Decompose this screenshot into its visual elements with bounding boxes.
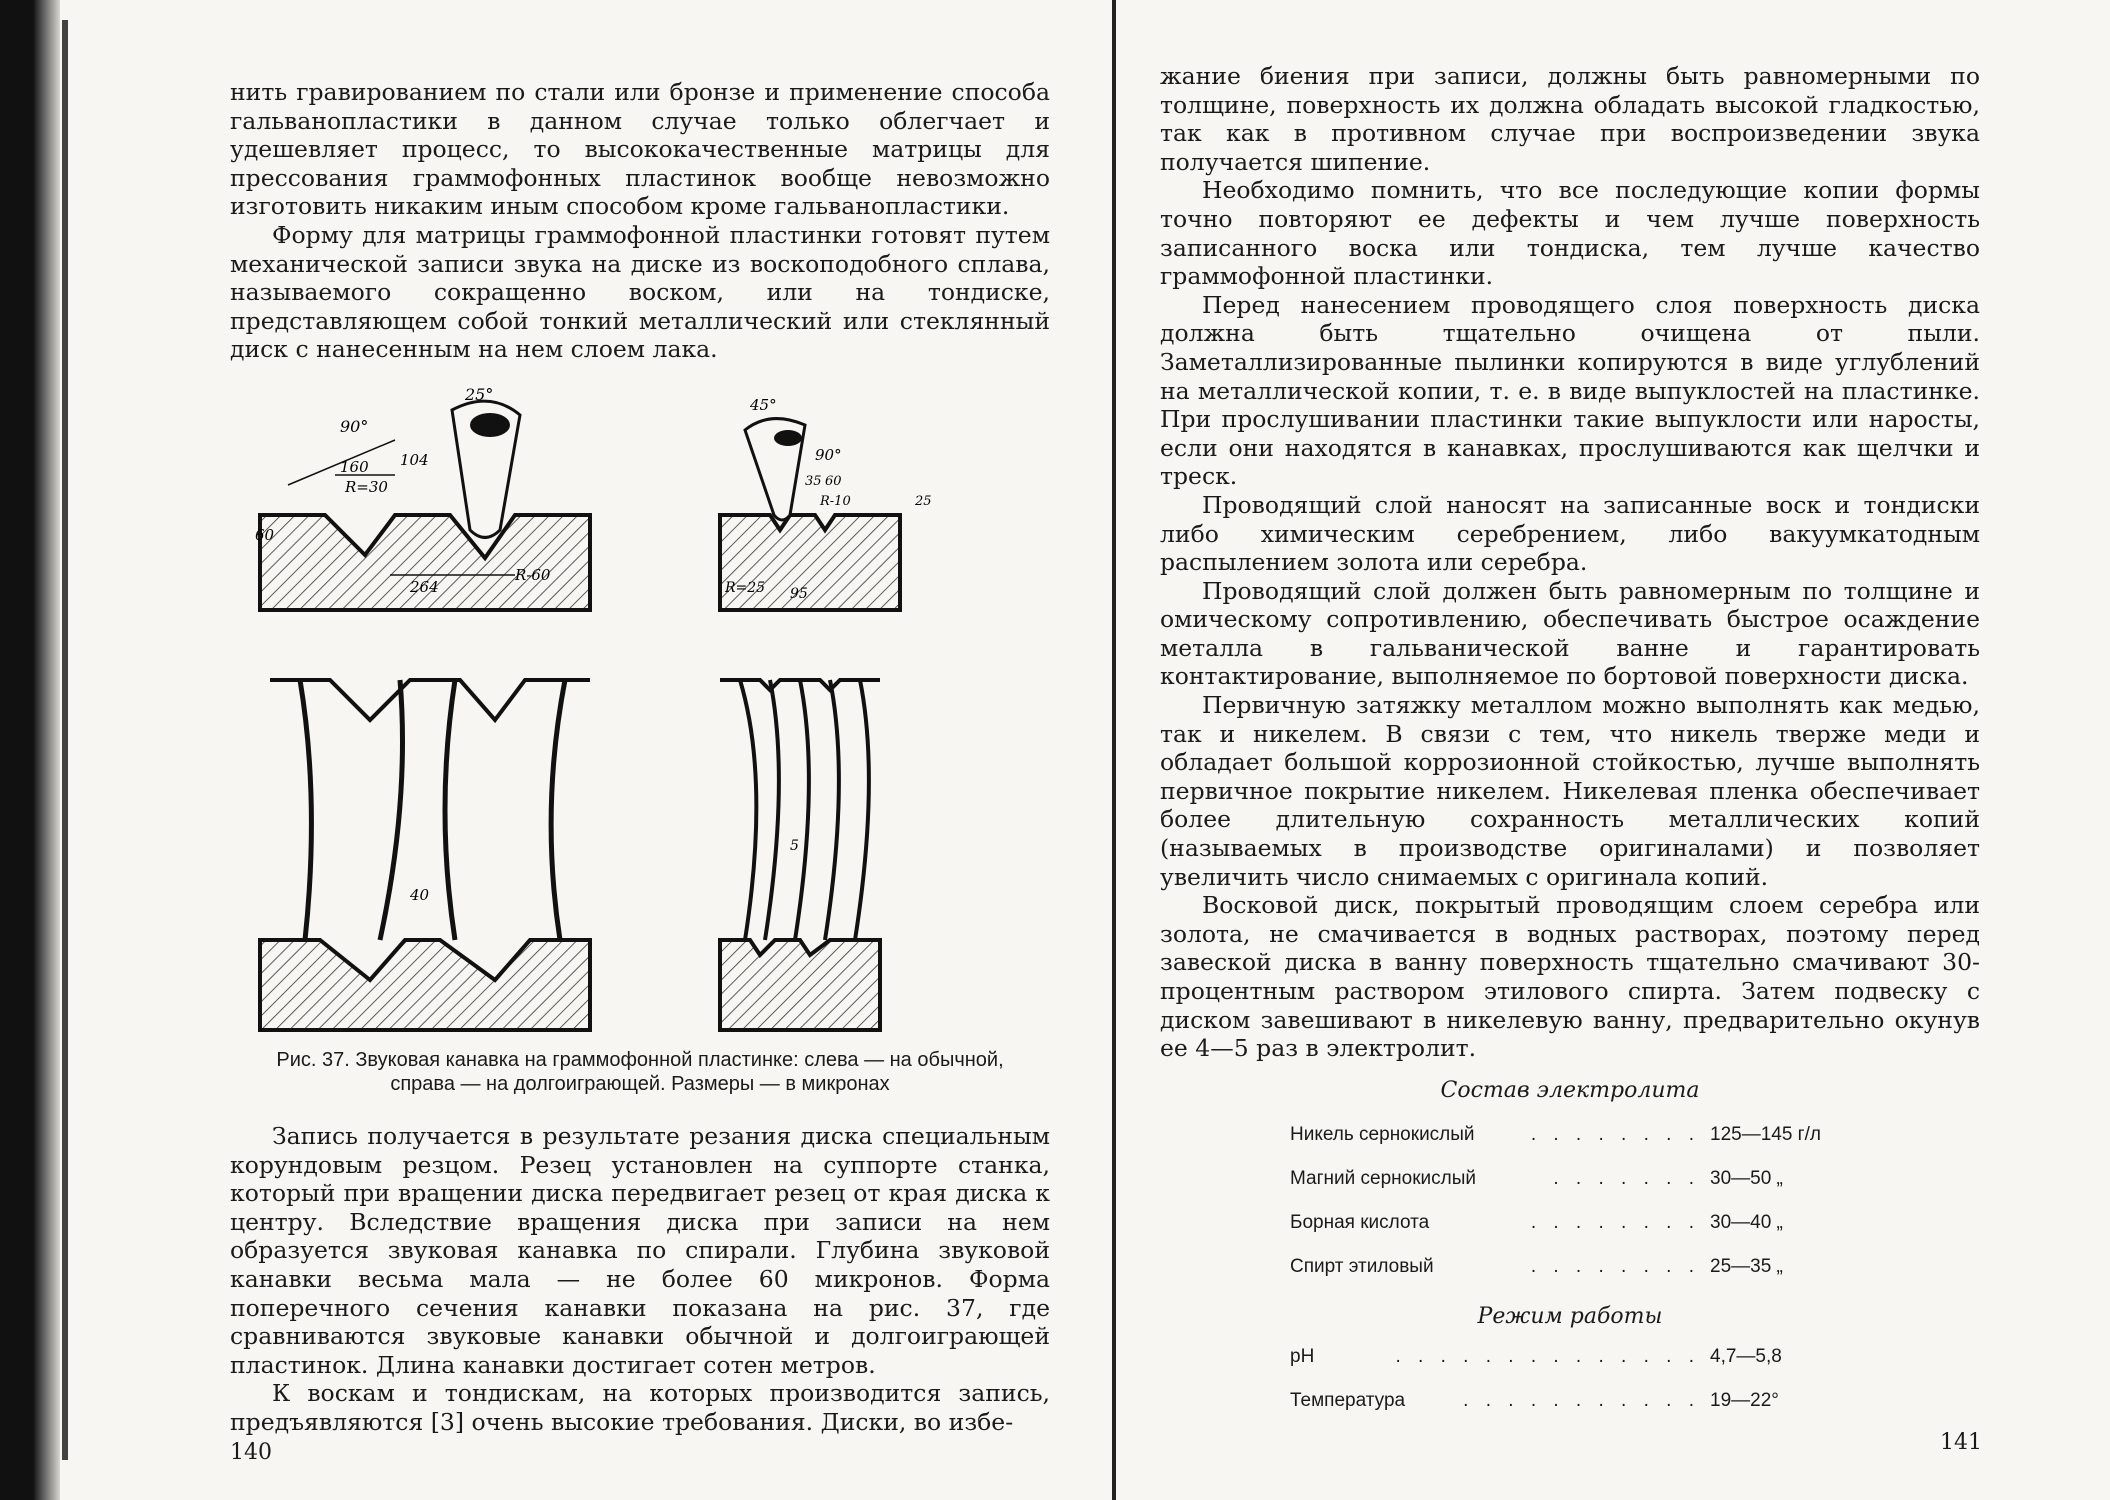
leader-dots: . . . . . . . . . . . — [1463, 1390, 1700, 1411]
row-value: 125—145 г/л — [1710, 1124, 1821, 1145]
label-r30: R=30 — [345, 478, 388, 496]
row-value: 19—22° — [1710, 1390, 1779, 1411]
label-60-right: 60 — [825, 474, 842, 489]
label-35: 35 — [805, 474, 822, 489]
row-name: Магний сернокислый — [1290, 1168, 1477, 1189]
leader-dots: . . . . . . . . — [1530, 1256, 1700, 1277]
row-name: Борная кислота — [1290, 1212, 1430, 1233]
leader-dots: . . . . . . . . . . . . . . — [1395, 1346, 1700, 1367]
label-40: 40 — [410, 886, 430, 904]
longplay-groove-topview — [720, 680, 880, 1030]
left-bottom-text — [230, 1122, 1050, 1437]
table-row — [1290, 1256, 1850, 1286]
paragraph: Восковой диск, покрытый проводящим слоем серебра или золота, не смачивается в водных растворах, поэтому перед завеской диска в ванну поверхность тщательно смачивают 30-процентным раствором этилового спирта. Затем подвеску с диском завешивают в никелевую ванну, предварительно окунув ее 4—5 раз в электролит. — [1160, 891, 1980, 1063]
label-25: 25 — [915, 494, 932, 509]
left-page — [230, 0, 1050, 1500]
row-name: pH — [1290, 1346, 1315, 1367]
label-264: 264 — [410, 578, 439, 596]
paragraph: К воскам и тондискам, на которых производится запись, предъявляются [3] очень высокие требования. Диски, во избе- — [230, 1379, 1050, 1436]
row-value: 30—50 „ — [1710, 1168, 1783, 1189]
label-160: 160 — [340, 458, 369, 476]
leader-dots: . . . . . . . . — [1530, 1212, 1700, 1233]
row-value: 4,7—5,8 — [1710, 1346, 1782, 1367]
row-value: 25—35 „ — [1710, 1256, 1783, 1277]
book-spine-shadow — [0, 0, 60, 1500]
leader-dots: . . . . . . . . — [1530, 1124, 1700, 1145]
page-number: 140 — [230, 1440, 272, 1465]
label-angle-45: 45° — [750, 396, 777, 414]
table-row — [1290, 1346, 1850, 1376]
mode-title: Режим работы — [1477, 1304, 1663, 1329]
label-r25: R=25 — [725, 580, 766, 596]
row-value: 30—40 „ — [1710, 1212, 1783, 1233]
standard-groove-section — [255, 385, 590, 610]
label-5: 5 — [790, 838, 799, 854]
row-name: Температура — [1290, 1390, 1406, 1411]
paragraph: Необходимо помнить, что все последующие копии формы точно повторяют ее дефекты и чем лучше поверхность записанного воска или тондиска, тем лучше качество граммофонной пластинки. — [1160, 176, 1980, 291]
label-r60: R-60 — [515, 566, 551, 584]
row-name: Спирт этиловый — [1290, 1256, 1434, 1277]
paragraph: жание биения при записи, должны быть равномерными по толщине, поверхность их должна обладать высокой гладкостью, так как в противном случае при воспроизведении звука получается шипение. — [1160, 62, 1980, 176]
paragraph: Первичную затяжку металлом можно выполнять как медью, так и никелем. В связи с тем, что никель тверже меди и обладает большой коррозионной стойкостью, лучше выполнять первичное покрытие никелем. Никелевая пленка обеспечивает более длительную сохранность металлических копий (называемых в производстве оригиналами) и позволяет увеличить число снимаемых с оригинала копий. — [1160, 691, 1980, 891]
electrolyte-title: Состав электролита — [1440, 1078, 1700, 1103]
spine-streak — [62, 20, 68, 1460]
paragraph: Перед нанесением проводящего слоя поверхность диска должна быть тщательно очищена от пыли. Заметаллизированные пылинки копируются в виде углублений на металлической копии, т. е. в виде выпуклостей на пластинке. При прослушивании пластинки такие выпуклости или наросты, если они находятся в канавках, прослушиваются как щелчки и треск. — [1160, 290, 1980, 491]
page-gutter — [1112, 0, 1116, 1500]
table-row — [1290, 1168, 1850, 1198]
table-row — [1290, 1390, 1850, 1420]
left-top-text — [230, 78, 1050, 364]
groove-figure — [255, 380, 1020, 1030]
label-60: 60 — [255, 526, 275, 544]
paragraph: Проводящий слой должен быть равномерным по толщине и омическому сопротивлению, обеспечивать быстрое осаждение металла в гальванической ванне и гарантировать контактирование, выполняемое по бортовой поверхности диска. — [1160, 576, 1980, 691]
label-angle-90-right: 90° — [815, 446, 842, 464]
groove-diagram — [255, 380, 1020, 1030]
label-angle-25: 25° — [465, 385, 494, 404]
figure-caption: Рис. 37. Звуковая канавка на граммофонной пластинке: слева — на обычной, справа — на долгоиграющей. Размеры — в микронах — [276, 1049, 1004, 1095]
table-row — [1290, 1212, 1850, 1242]
label-95: 95 — [790, 586, 808, 602]
page-number: 141 — [1940, 1430, 1982, 1455]
leader-dots: . . . . . . . — [1553, 1168, 1700, 1189]
label-104: 104 — [400, 451, 429, 469]
label-angle-90: 90° — [340, 417, 369, 436]
standard-groove-topview — [260, 680, 590, 1030]
longplay-groove-section — [720, 396, 932, 610]
right-text — [1160, 62, 1980, 1063]
row-name: Никель сернокислый — [1290, 1124, 1475, 1145]
paragraph: Проводящий слой наносят на записанные воск и тондиски либо химическим серебрением, либо вакуумкатодным распылением золота или серебра. — [1160, 490, 1980, 577]
label-r10: R-10 — [820, 494, 851, 509]
right-page — [1160, 0, 1980, 1500]
paragraph: Форму для матрицы граммофонной пластинки готовят путем механической записи звука на диске из воскоподобного сплава, называемого сокращенно воском, или на тондиске, представляющем собой тонкий металлический или стеклянный диск с нанесенным на нем слоем лака. — [230, 220, 1050, 364]
paragraph: нить гравированием по стали или бронзе и применение способа гальванопластики в данном случае только облегчает и удешевляет процесс, то высококачественные матрицы для прессования граммофонных пластинок вообще невозможно изготовить никаким иным способом кроме гальванопластики. — [230, 78, 1050, 221]
table-row — [1290, 1124, 1850, 1154]
paragraph: Запись получается в результате резания диска специальным корундовым резцом. Резец установлен на суппорте станка, который при вращении диска передвигает резец от края диска к центру. Вследствие вращения диска при записи на нем образуется звуковая канавка по спирали. Глубина звуковой канавки весьма мала — не более 60 микронов. Форма поперечного сечения канавки показана на рис. 37, где сравниваются звуковые канавки обычной и долгоиграющей пластинок. Длина канавки достигает сотен метров. — [230, 1122, 1050, 1379]
